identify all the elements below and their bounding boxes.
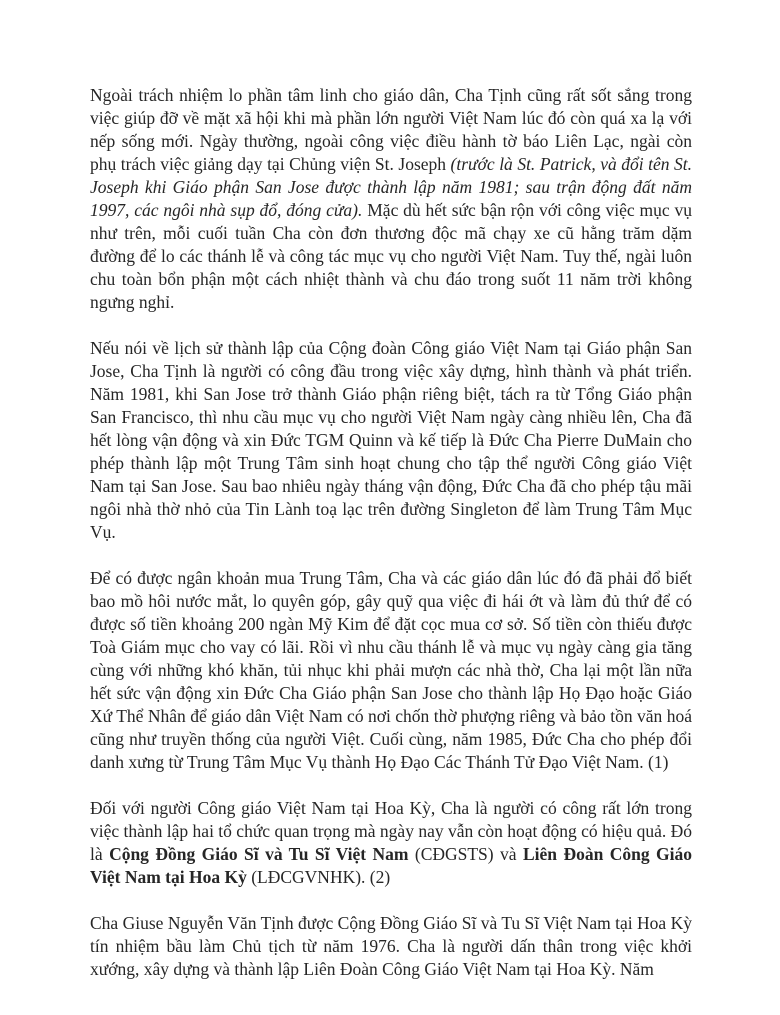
text-run-normal: Để có được ngân khoản mua Trung Tâm, Cha và các giáo dân lúc đó đã phải đổ biết bao mồ hôi nước mắt, lo quyên góp, gây quỹ qua việc đi hái ớt và làm đủ thứ để có được số tiền khoảng 200 ngàn Mỹ Kim để đặt cọc mua cơ sở. Số tiền còn thiếu được Toà Giám mục cho vay có lãi. Rồi vì nhu cầu thánh lễ và mục vụ ngày càng gia tăng cùng với những khó khăn, tủi nhục khi phải mượn các nhà thờ, Cha lại một lần nữa hết sức vận động xin Đức Cha Giáo phận San Jose cho thành lập Họ Đạo hoặc Giáo Xứ Thể Nhân để giáo dân Việt Nam có nơi chốn thờ phượng riêng và bảo tồn văn hoá cũng như truyền thống của người Việt. Cuối cùng, năm 1985, Đức Cha cho phép đổi danh xưng từ Trung Tâm Mục Vụ thành Họ Đạo Các Thánh Tử Đạo Việt Nam. (1): [90, 568, 692, 772]
paragraph: [90, 912, 692, 981]
paragraph: [90, 84, 692, 314]
text-run-normal: Cha Giuse Nguyễn Văn Tịnh được Cộng Đồng Giáo Sĩ và Tu Sĩ Việt Nam tại Hoa Kỳ tín nhiệm bầu làm Chủ tịch từ năm 1976. Cha là người dấn thân trong việc khởi xướng, xây dựng và thành lập Liên Đoàn Công Giáo Việt Nam tại Hoa Kỳ. Năm: [90, 913, 692, 979]
document-text: [90, 84, 692, 981]
text-run-normal: Đối với người Công giáo Việt Nam tại Hoa Kỳ, Cha là người có công rất lớn trong việc thành lập hai tổ chức quan trọng mà ngày nay vẫn còn hoạt động có hiệu quả. Đó là: [90, 798, 692, 864]
text-run-italic: (trước là St. Patrick, và đổi tên St. Joseph khi Giáo phận San Jose được thành lập năm 1981; sau trận động đất năm 1997, các ngôi nhà sụp đổ, đóng cửa).: [90, 154, 692, 220]
text-run-normal: Nếu nói về lịch sử thành lập của Cộng đoàn Công giáo Việt Nam tại Giáo phận San Jose, Cha Tịnh là người có công đầu trong việc xây dựng, hình thành và phát triển. Năm 1981, khi San Jose trở thành Giáo phận riêng biệt, tách ra từ Tổng Giáo phận San Francisco, thì nhu cầu mục vụ cho người Việt Nam ngày càng nhiều lên, Cha đã hết lòng vận động và xin Đức TGM Quinn và kế tiếp là Đức Cha Pierre DuMain cho phép thành lập một Trung Tâm sinh hoạt chung cho tập thể người Công giáo Việt Nam tại San Jose. Sau bao nhiêu ngày tháng vận động, Đức Cha đã cho phép tậu mãi ngôi nhà thờ nhỏ của Tin Lành toạ lạc trên đường Singleton để làm Trung Tâm Mục Vụ.: [90, 338, 692, 542]
text-run-bold: Cộng Đồng Giáo Sĩ và Tu Sĩ Việt Nam: [109, 844, 409, 864]
paragraph: [90, 567, 692, 774]
text-run-normal: Ngoài trách nhiệm lo phần tâm linh cho giáo dân, Cha Tịnh cũng rất sốt sắng trong việc giúp đỡ về mặt xã hội khi mà phần lớn người Việt Nam lúc đó còn quá xa lạ với nếp sống mới. Ngày thường, ngoài công việc điều hành tờ báo Liên Lạc, ngài còn phụ trách việc giảng dạy tại Chủng viện St. Joseph: [90, 85, 692, 174]
text-run-normal: (LĐCGVNHK). (2): [246, 867, 391, 887]
text-run-normal: Mặc dù hết sức bận rộn với công việc mục vụ như trên, mỗi cuối tuần Cha còn đơn thương độc mã chạy xe cũ hằng trăm dặm đường để lo các thánh lễ và công tác mục vụ cho người Việt Nam. Tuy thế, ngài luôn chu toàn bổn phận một cách nhiệt thành và chu đáo trong suốt 11 năm trời không ngưng nghỉ.: [90, 200, 692, 312]
text-run-bold: Liên Đoàn Công Giáo Việt Nam tại Hoa Kỳ: [90, 844, 693, 887]
text-run-normal: (CĐGSTS) và: [408, 844, 523, 864]
paragraph: [90, 337, 692, 544]
paragraph: [90, 797, 692, 889]
